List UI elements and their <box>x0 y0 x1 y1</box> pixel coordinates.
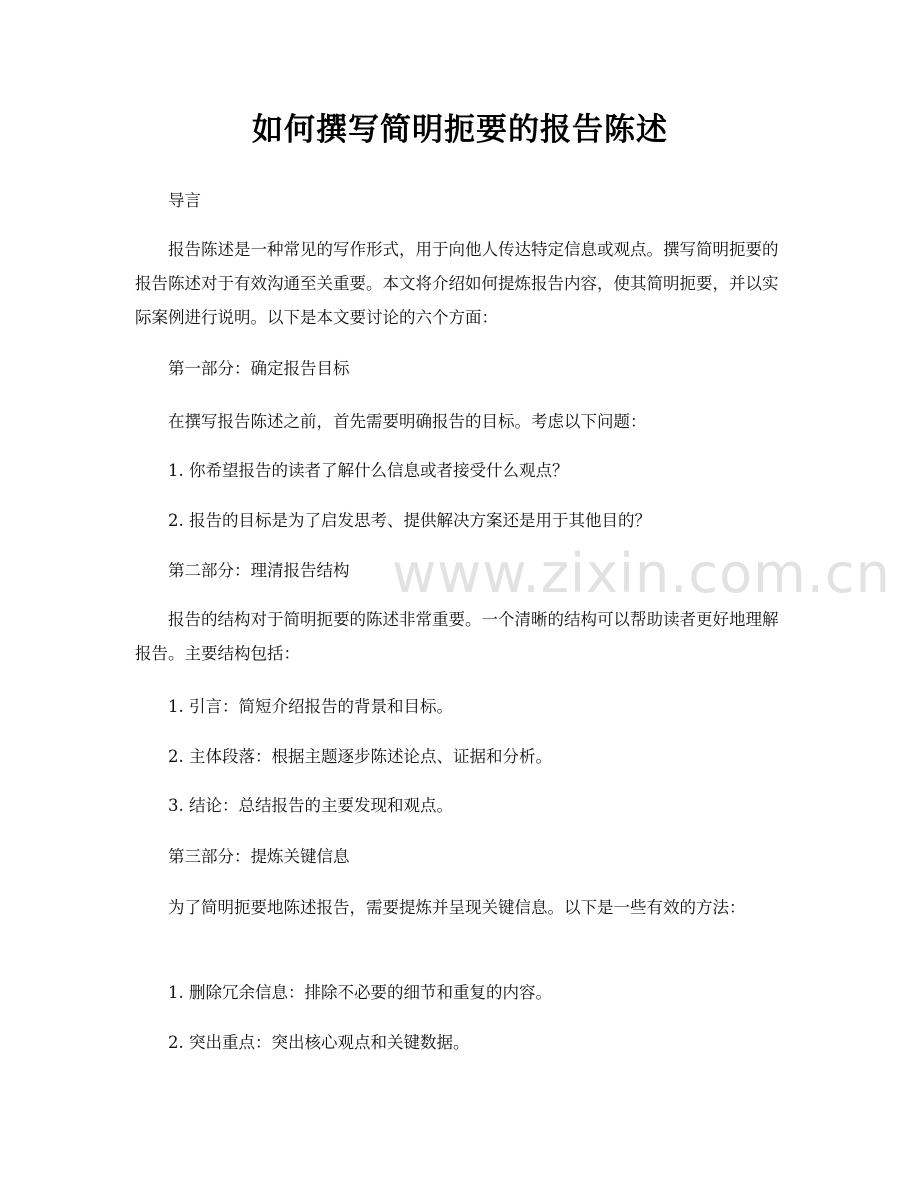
watermark: www.zixin.com.cn <box>392 542 891 605</box>
list-item-part-3-1: 1. 删除冗余信息：排除不必要的细节和重复的内容。 <box>168 983 552 1002</box>
paragraph-part-3: 为了简明扼要地陈述报告，需要提炼并呈现关键信息。以下是一些有效的方法： <box>168 898 746 917</box>
document-title: 如何撰写简明扼要的报告陈述 <box>252 112 668 148</box>
heading-part-2: 第二部分：理清报告结构 <box>168 561 350 580</box>
heading-intro: 导言 <box>168 191 201 210</box>
list-item-part-3-2: 2. 突出重点：突出核心观点和关键数据。 <box>168 1033 470 1052</box>
heading-part-3: 第三部分：提炼关键信息 <box>168 847 350 866</box>
list-item-part-1-1: 1. 你希望报告的读者了解什么信息或者接受什么观点？ <box>168 461 569 480</box>
list-item-part-2-2: 2. 主体段落：根据主题逐步陈述论点、证据和分析。 <box>168 747 552 766</box>
list-item-part-2-3: 3. 结论：总结报告的主要发现和观点。 <box>168 796 453 815</box>
list-item-part-1-2: 2. 报告的目标是为了启发思考、提供解决方案还是用于其他目的？ <box>168 511 651 530</box>
paragraph-intro: 报告陈述是一种常见的写作形式，用于向他人传达特定信息或观点。撰写简明扼要的报告陈述对于有效沟通至关重要。本文将介绍如何提炼报告内容，使其简明扼要，并以实际案例进行说明。以下是本文要讨论的六个方面： <box>135 240 779 327</box>
heading-part-1: 第一部分：确定报告目标 <box>168 359 350 378</box>
paragraph-part-1: 在撰写报告陈述之前，首先需要明确报告的目标。考虑以下问题： <box>168 412 647 431</box>
list-item-part-2-1: 1. 引言：简短介绍报告的背景和目标。 <box>168 697 453 716</box>
paragraph-part-2: 报告的结构对于简明扼要的陈述非常重要。一个清晰的结构可以帮助读者更好地理解报告。主要结构包括： <box>135 610 779 663</box>
